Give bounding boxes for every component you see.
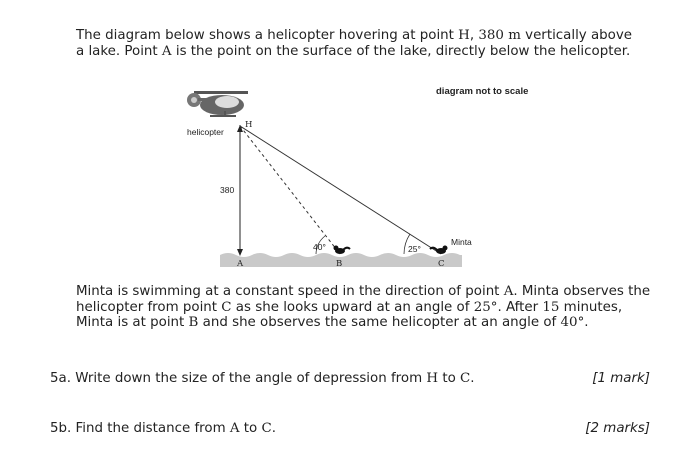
line-h-c [240,126,441,254]
angle-c-label: 25° [408,244,421,254]
line-h-b [240,126,340,254]
helicopter-label: helicopter [187,127,224,137]
marks-5b: [2 marks] [585,421,650,436]
minta-label: Minta [451,237,472,247]
marks-5a: [1 mark] [592,371,650,386]
point-b-label: B [336,259,343,269]
point-c-label: C [438,259,445,269]
height-label: 380 [220,185,235,195]
intro-paragraph: The diagram below shows a helicopter hovering at point H, 380 m vertically above a lake. Point A is the point on the surface of the lake, directly below the helicopter. [76,28,633,59]
question-5a: 5a. Write down the size of the angle of depression from H to C. [50,371,475,386]
angle-b-label: 40° [313,242,326,252]
helicopter-icon [187,91,248,117]
minta-paragraph: Minta is swimming at a constant speed in the direction of point A. Minta observes the helicopter from point C as she looks upward at an angle of 25°. After 15 minutes, Minta is at point B and she observes the same helicopter at an angle of 40°. [76,284,651,330]
point-a-label: A [237,259,244,269]
swimmer-b-icon [334,246,351,255]
swimmer-c-icon [430,246,448,255]
point-h-label: H [245,120,253,130]
question-5b: 5b. Find the distance from A to C. [50,421,277,436]
diagram-note: diagram not to scale [436,86,529,97]
